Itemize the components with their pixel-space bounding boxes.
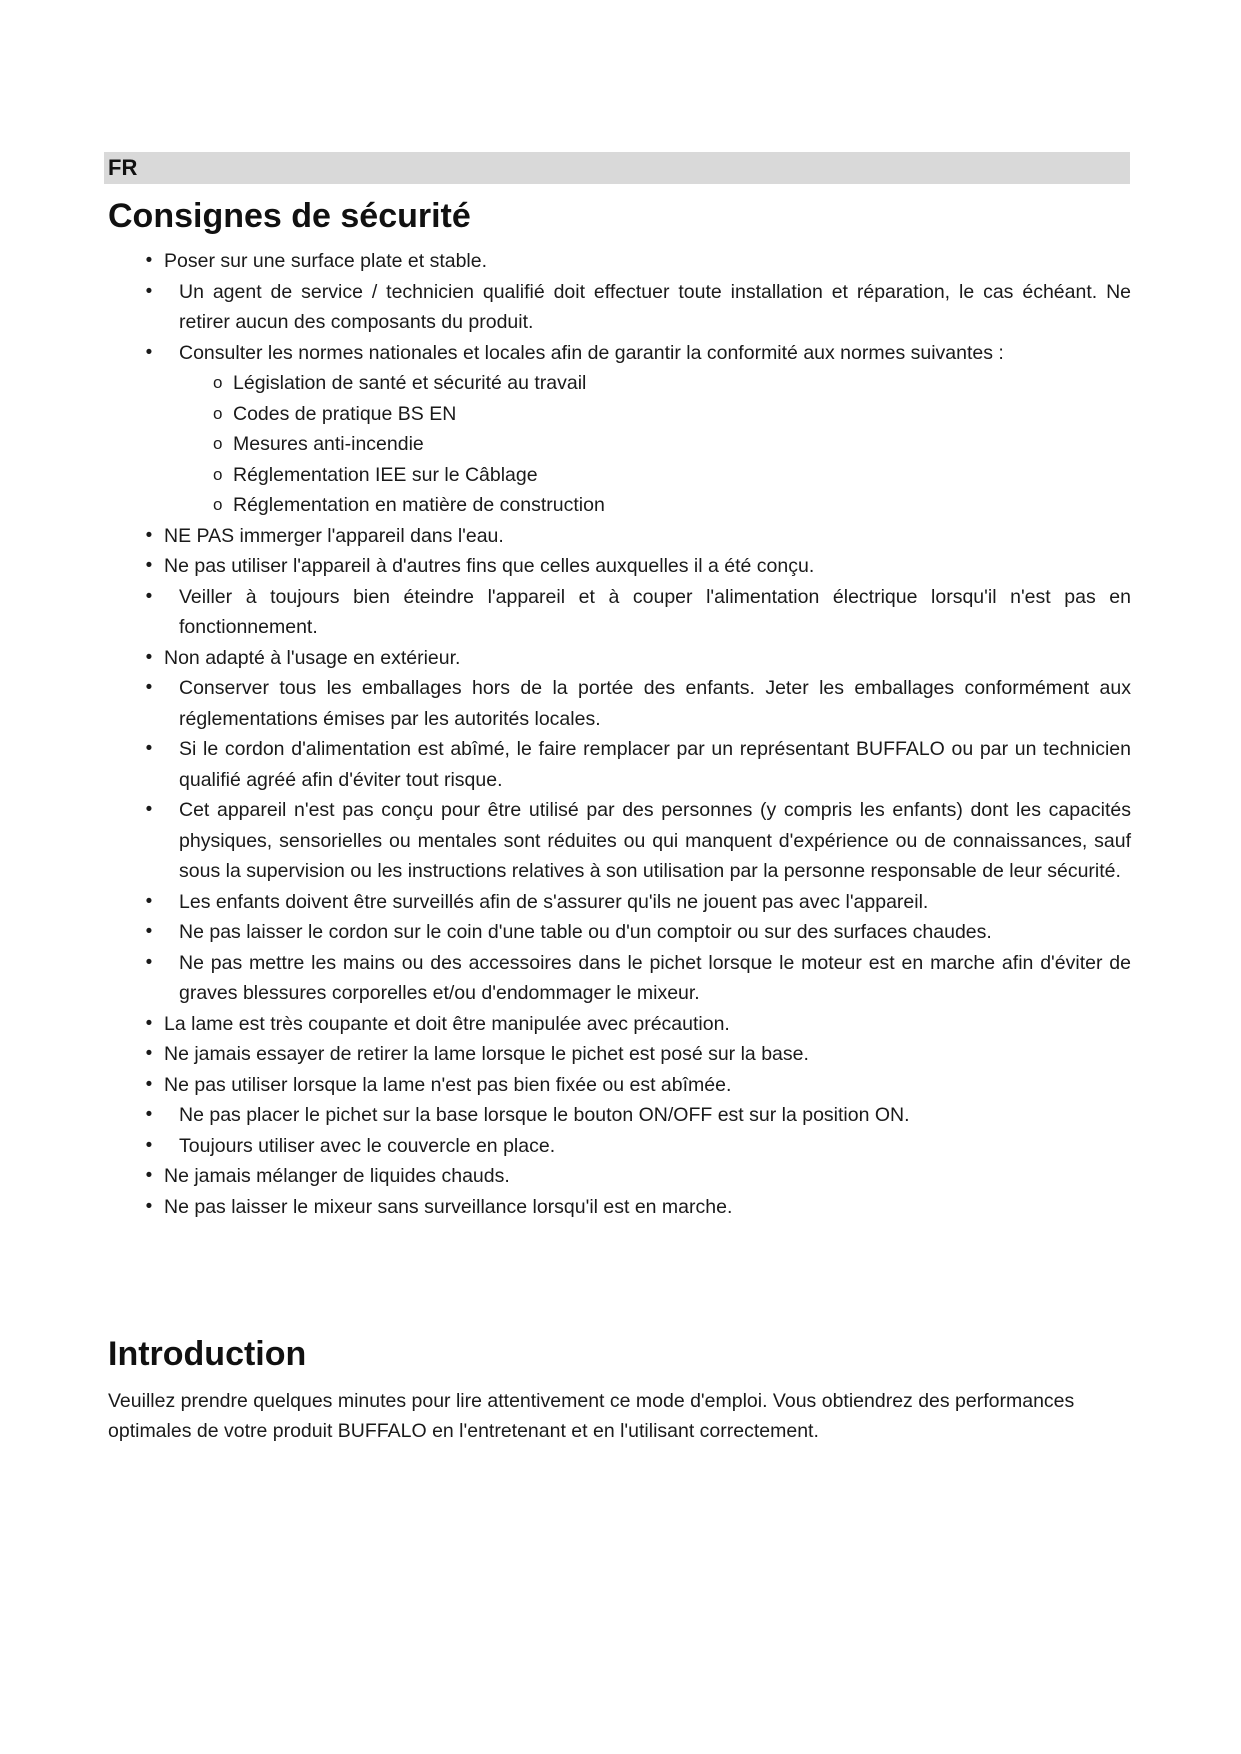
bullet-icon: • — [145, 555, 153, 576]
circle-bullet-icon: o — [213, 434, 223, 453]
safety-list-item — [0, 551, 1241, 582]
bullet-icon: • — [145, 1012, 153, 1034]
safety-list-item — [0, 1070, 1241, 1101]
safety-list-item — [0, 887, 1241, 918]
safety-list-item — [0, 582, 1241, 643]
circle-bullet-icon: o — [213, 373, 223, 392]
safety-item-text: Ne pas laisser le cordon sur le coin d'une table ou d'un comptoir ou sur des surfaces chaudes. — [179, 921, 992, 943]
safety-item-text: Cet appareil n'est pas conçu pour être utilisé par des personnes (y compris les enfants) dont les capacités physiques, sensorielles ou mentales sont réduites ou qui manquent d'expérience ou de connaissances, sauf sous la supervision ou les instructions relatives à son utilisation par la personne responsable de leur sécurité. — [179, 799, 1131, 882]
bullet-icon: • — [145, 250, 153, 271]
bullet-icon: • — [145, 1165, 153, 1186]
safety-list-item — [0, 1131, 1241, 1162]
bullet-icon: • — [145, 951, 153, 973]
bullet-icon: • — [145, 890, 153, 912]
bullet-icon: • — [145, 1195, 153, 1217]
safety-item-text: Ne pas laisser le mixeur sans surveillance lorsqu'il est en marche. — [164, 1195, 733, 1218]
circle-bullet-icon: o — [213, 464, 223, 484]
safety-item-text: Un agent de service / technicien qualifié doit effectuer toute installation et réparation, le cas échéant. Ne retirer aucun des composants du produit. — [179, 280, 1131, 333]
standards-sub-item-text: Réglementation en matière de construction — [233, 494, 605, 516]
introduction-section-title: Introduction — [108, 1335, 307, 1373]
safety-list-item — [0, 673, 1241, 734]
bullet-icon: • — [145, 524, 153, 546]
safety-list-item — [0, 1161, 1241, 1192]
safety-list-item — [0, 277, 1241, 338]
safety-list-item — [0, 795, 1241, 887]
standards-sub-item — [0, 460, 1241, 491]
safety-list-item — [0, 948, 1241, 1009]
safety-item-text: Les enfants doivent être surveillés afin de s'assurer qu'ils ne jouent pas avec l'appareil. — [179, 890, 929, 913]
safety-item-text: Ne pas mettre les mains ou des accessoires dans le pichet lorsque le moteur est en marche afin d'éviter de graves blessures corporelles et/ou d'endommager le mixeur. — [179, 951, 1131, 1004]
language-bar — [104, 152, 1130, 184]
safety-item-text: Toujours utiliser avec le couvercle en place. — [179, 1134, 556, 1157]
standards-sub-item-text: Codes de pratique BS EN — [233, 402, 457, 425]
safety-list-item — [0, 1039, 1241, 1070]
bullet-icon: • — [145, 585, 153, 607]
bullet-icon: • — [145, 280, 153, 302]
introduction-paragraph: Veuillez prendre quelques minutes pour lire attentivement ce mode d'emploi. Vous obtiendrez des performances optimales de votre produit BUFFALO en l'entretenant et en l'utilisant correctement. — [108, 1390, 1075, 1442]
standards-sub-item — [0, 429, 1241, 460]
standards-sub-item — [0, 368, 1241, 399]
safety-item-text: Consulter les normes nationales et locales afin de garantir la conformité aux normes suivantes : — [179, 341, 1004, 364]
bullet-icon: • — [145, 1134, 153, 1156]
safety-item-text: Ne pas utiliser lorsque la lame n'est pas bien fixée ou est abîmée. — [164, 1073, 732, 1096]
bullet-icon: • — [145, 738, 153, 759]
safety-item-text: La lame est très coupante et doit être manipulée avec précaution. — [164, 1012, 730, 1035]
bullet-icon: • — [145, 1104, 153, 1125]
circle-bullet-icon: o — [213, 495, 223, 514]
safety-item-text: Si le cordon d'alimentation est abîmé, le faire remplacer par un représentant BUFFALO ou par un technicien qualifié agréé afin d'éviter tout risque. — [179, 738, 1131, 791]
safety-list-item — [0, 1009, 1241, 1040]
safety-item-text: NE PAS immerger l'appareil dans l'eau. — [164, 524, 504, 547]
bullet-icon: • — [145, 677, 153, 698]
circle-bullet-icon: o — [213, 403, 223, 423]
safety-list-item — [0, 1100, 1241, 1131]
safety-list-item — [0, 246, 1241, 277]
language-code: FR — [108, 155, 138, 180]
safety-list-item — [0, 1192, 1241, 1223]
safety-section-title: Consignes de sécurité — [108, 197, 471, 235]
safety-item-text: Non adapté à l'usage en extérieur. — [164, 646, 461, 669]
safety-item-text: Ne pas placer le pichet sur la base lorsque le bouton ON/OFF est sur la position ON. — [179, 1104, 910, 1126]
standards-sub-item-text: Mesures anti-incendie — [233, 433, 424, 455]
standards-sub-item — [0, 490, 1241, 521]
bullet-icon: • — [145, 341, 153, 363]
bullet-icon: • — [145, 646, 153, 668]
safety-list-item — [0, 734, 1241, 795]
safety-item-text: Ne pas utiliser l'appareil à d'autres fins que celles auxquelles il a été conçu. — [164, 555, 815, 577]
standards-sub-list — [0, 368, 1241, 521]
bullet-icon: • — [145, 921, 153, 942]
safety-list-item — [0, 521, 1241, 552]
safety-instructions-list — [0, 246, 1241, 1222]
safety-item-text: Conserver tous les emballages hors de la portée des enfants. Jeter les emballages conformément aux réglementations émises par les autorités locales. — [179, 677, 1131, 730]
bullet-icon: • — [145, 1073, 153, 1095]
bullet-icon: • — [145, 799, 153, 820]
safety-item-text: Poser sur une surface plate et stable. — [164, 250, 488, 272]
safety-item-text: Ne jamais essayer de retirer la lame lorsque le pichet est posé sur la base. — [164, 1043, 809, 1065]
standards-sub-item-text: Réglementation IEE sur le Câblage — [233, 463, 538, 486]
standards-sub-item — [0, 399, 1241, 430]
safety-item-text: Veiller à toujours bien éteindre l'appareil et à couper l'alimentation électrique lorsqu'il n'est pas en fonctionnement. — [179, 585, 1131, 638]
safety-list-item — [0, 643, 1241, 674]
safety-list-item — [0, 338, 1241, 521]
standards-sub-item-text: Législation de santé et sécurité au travail — [233, 372, 587, 394]
bullet-icon: • — [145, 1043, 153, 1064]
safety-item-text: Ne jamais mélanger de liquides chauds. — [164, 1165, 510, 1187]
safety-list-item — [0, 917, 1241, 948]
